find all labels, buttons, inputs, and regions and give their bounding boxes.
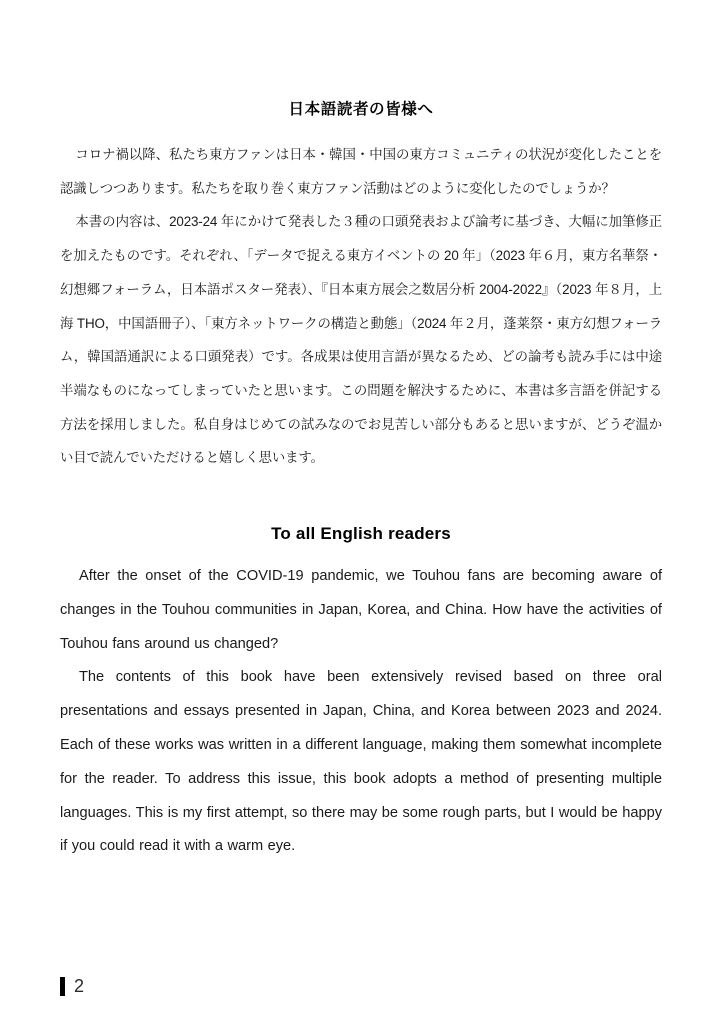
english-paragraph-2: The contents of this book have been extensively revised based on three oral presentations and essays presented in Japan, China, and Korea between 2023 and 2024. Each of these works was written in a different language, making them somewhat incomplete for the reader. To address this issue, this book adopts a method of presenting multiple languages. This is my first attempt, so there may be some rough parts, but I would be happy if you could read it with a warm eye. xyxy=(60,669,662,855)
page-number: 2 xyxy=(74,976,85,996)
english-section-heading: To all English readers xyxy=(271,524,451,544)
page-footer xyxy=(60,977,84,996)
english-paragraph-1: After the onset of the COVID-19 pandemic, we Touhou fans are becoming aware of changes in the Touhou communities in Japan, Korea, and China. How have the activities of Touhou fans around us changed? xyxy=(60,568,662,652)
japanese-paragraph-2: 本書の内容は、2023-24 年にかけて発表した３種の口頭発表および論考に基づき、大幅に加筆修正を加えたものです。それぞれ、「データで捉える東方イベントの 20 年」（2023 年６月，東方名華祭・幻想郷フォーラム，日本語ポスター発表）、『日本東方展会之数居分析 2004-2022』（2023 年８月，上海 THO，中国語冊子）、「東方ネットワークの構造と動態」（2024 年２月，蓬莱祭・東方幻想フォーラム，韓国語通訳による口頭発表）です。各成果は使用言語が異なるため、どの論考も読み手には中途半端なものになってしまっていたと思います。この問題を解決するために、本書は多言語を併記する方法を採用しました。私自身はじめての試みなのでお見苦しい部分もあると思いますが、どうぞ温かい目で読んでいただけると嬉しく思います。 xyxy=(60,214,662,466)
japanese-section-heading: 日本語読者の皆様へ xyxy=(288,101,434,118)
japanese-paragraph-1: コロナ禍以降、私たち東方ファンは日本・韓国・中国の東方コミュニティの状況が変化したことを認識しつつあります。私たちを取り巻く東方ファン活動はどのように変化したのでしょうか？ xyxy=(60,147,662,196)
page-content xyxy=(60,0,662,864)
page-marker-bar-icon xyxy=(60,977,65,996)
